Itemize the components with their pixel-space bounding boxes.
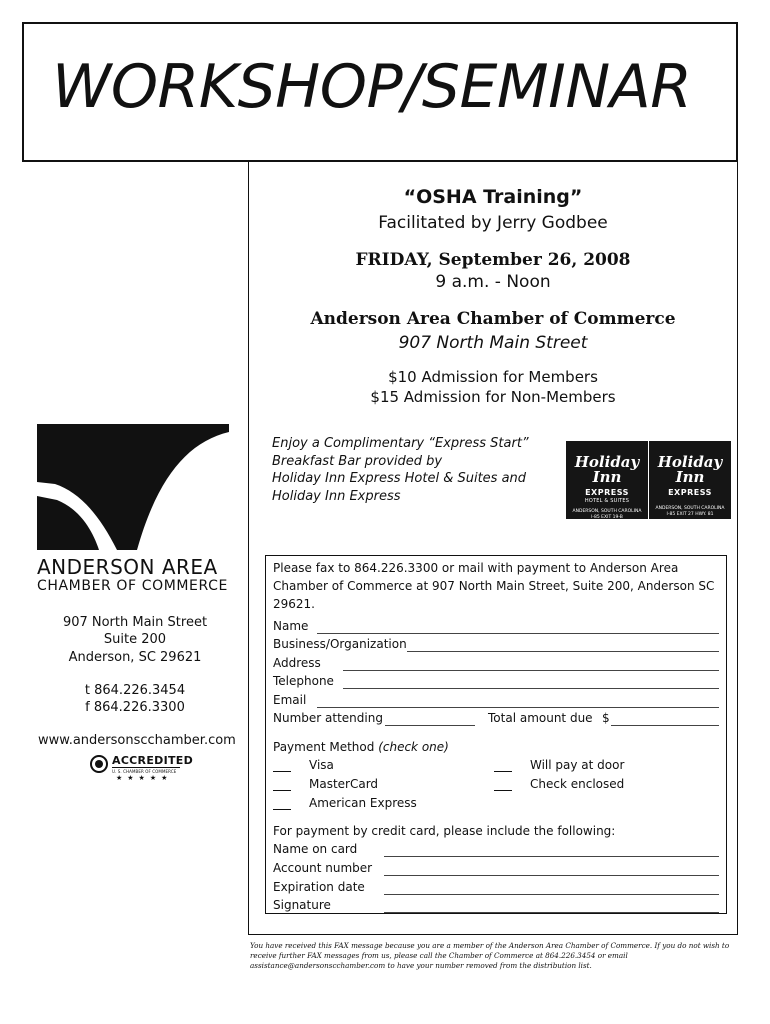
payment-option-check[interactable] [494,777,644,793]
hotel-logo-location: ANDERSON, SOUTH CAROLINA I-85 EXIT 19-B [572,509,642,520]
account-number-label: Account number [273,861,373,875]
accredited-rule [112,767,180,768]
accredited-badge [90,753,194,785]
expiration-field[interactable] [273,880,719,898]
email-field[interactable] [273,693,719,711]
breakfast-note [272,435,552,505]
address-label: Address [273,656,321,670]
pay-at-door-label: Will pay at door [530,758,625,772]
card-name-field[interactable] [273,842,719,860]
price-nonmembers: $15 Admission for Non-Members [370,388,616,406]
business-field[interactable] [273,637,719,655]
account-number-blank-line[interactable] [384,875,719,876]
address-blank-line[interactable] [343,670,719,671]
breakfast-line: Enjoy a Complimentary “Express Start” [272,436,529,451]
visa-check-line[interactable] [273,771,291,772]
event-venue: Anderson Area Chamber of Commerce [310,309,676,329]
event-facilitator: Facilitated by Jerry Godbee [378,213,608,233]
chamber-city: Anderson, SC 29621 [68,650,202,665]
breakfast-line: Breakfast Bar provided by [272,453,443,469]
page-title: WORKSHOP/SEMINAR [52,52,692,122]
frame-right-rule [737,162,738,935]
registration-form [265,555,727,914]
email-blank-line[interactable] [317,707,719,708]
attendance-row [273,711,719,729]
breakfast-line: Holiday Inn Express Hotel & Suites and [272,471,527,486]
fax-disclaimer: You have received this FAX message because you are a member of the Anderson Area Chamber of Commerce. If you do not wish to receive further FAX messages from us, please call the Chamber of Commerce at 864.226.3454 or email assistance@andersonscchamber.com to have your number removed from the distribution list. [250,941,730,970]
payment-option-mastercard[interactable] [273,777,423,793]
credit-card-heading: For payment by credit card, please include the following: [273,824,616,838]
signature-blank-line[interactable] [384,912,719,913]
card-name-blank-line[interactable] [384,856,719,857]
breakfast-line: Holiday Inn Express [272,488,401,504]
chamber-logo-icon [37,424,229,550]
email-label: Email [273,693,307,707]
holiday-inn-express-logo [649,441,731,519]
payment-option-door[interactable] [494,758,644,774]
check-check-line[interactable] [494,790,512,791]
frame-left-rule [248,162,249,935]
price-members: $10 Admission for Members [388,368,598,386]
chamber-street: 907 North Main Street [62,615,208,630]
accredited-word: ACCREDITED [112,754,194,767]
payment-method-heading: Payment Method (check one) [273,740,449,754]
event-date: FRIDAY, September 26, 2008 [355,250,631,270]
mastercard-label: MasterCard [309,777,379,791]
payment-option-visa[interactable] [273,758,423,774]
hotel-logo-script: Holiday Inn [657,453,723,486]
signature-field[interactable] [273,898,719,916]
amex-label: American Express [309,796,417,810]
hotel-logo-express: EXPRESS [668,488,712,497]
account-number-field[interactable] [273,861,719,879]
event-time: 9 a.m. - Noon [435,272,551,292]
check-enclosed-label: Check enclosed [530,777,625,791]
payment-method-note: (check one) [378,740,449,754]
chamber-fax: f 864.226.3300 [85,700,185,715]
expiration-blank-line[interactable] [384,894,719,895]
hotel-logo-script: Holiday Inn [574,453,640,486]
number-attending-label: Number attending [273,711,383,725]
number-attending-blank-line[interactable] [385,725,475,726]
star-icons: ★★★★★ [116,774,173,782]
holiday-inn-express-suites-logo [566,441,648,519]
hotel-logo-express: EXPRESS [585,488,629,497]
chamber-phone: t 864.226.3454 [84,683,186,698]
total-amount-label: Total amount due [488,711,593,725]
dollar-sign: $ [602,711,610,725]
expiration-label: Expiration date [273,880,365,894]
hotel-logo-sub: HOTEL & SUITES [584,498,630,504]
name-blank-line[interactable] [317,633,719,634]
hotel-logo-location: ANDERSON, SOUTH CAROLINA I-85 EXIT 27 HWY. 81 [655,506,725,517]
name-label: Name [273,619,309,633]
business-label: Business/Organization [273,637,407,651]
telephone-blank-line[interactable] [343,688,719,689]
event-title: “OSHA Training” [403,186,583,208]
form-instructions: Please fax to 864.226.3300 or mail with payment to Anderson Area Chamber of Commerce at 907 North Main Street, Suite 200, Anderson SC 29621. [273,561,715,611]
visa-label: Visa [309,758,334,772]
telephone-label: Telephone [273,674,334,688]
chamber-seal-icon [90,755,108,773]
address-field[interactable] [273,656,719,674]
amex-check-line[interactable] [273,809,291,810]
header-banner [22,22,738,162]
name-field[interactable] [273,619,719,637]
chamber-suite: Suite 200 [103,632,167,647]
chamber-website-link[interactable]: www.andersonscchamber.com [38,733,236,748]
mastercard-check-line[interactable] [273,790,291,791]
chamber-name-line2: CHAMBER OF COMMERCE [37,578,228,594]
chamber-name-line1: ANDERSON AREA [37,555,218,579]
frame-bottom-rule [248,934,738,935]
total-amount-blank-line[interactable] [611,725,719,726]
signature-label: Signature [273,898,331,912]
event-street: 907 North Main Street [398,333,588,353]
door-check-line[interactable] [494,771,512,772]
business-blank-line[interactable] [407,651,719,652]
telephone-field[interactable] [273,674,719,692]
payment-option-amex[interactable] [273,796,443,812]
accredited-sub: U. S. CHAMBER OF COMMERCE [112,769,177,774]
card-name-label: Name on card [273,842,358,856]
